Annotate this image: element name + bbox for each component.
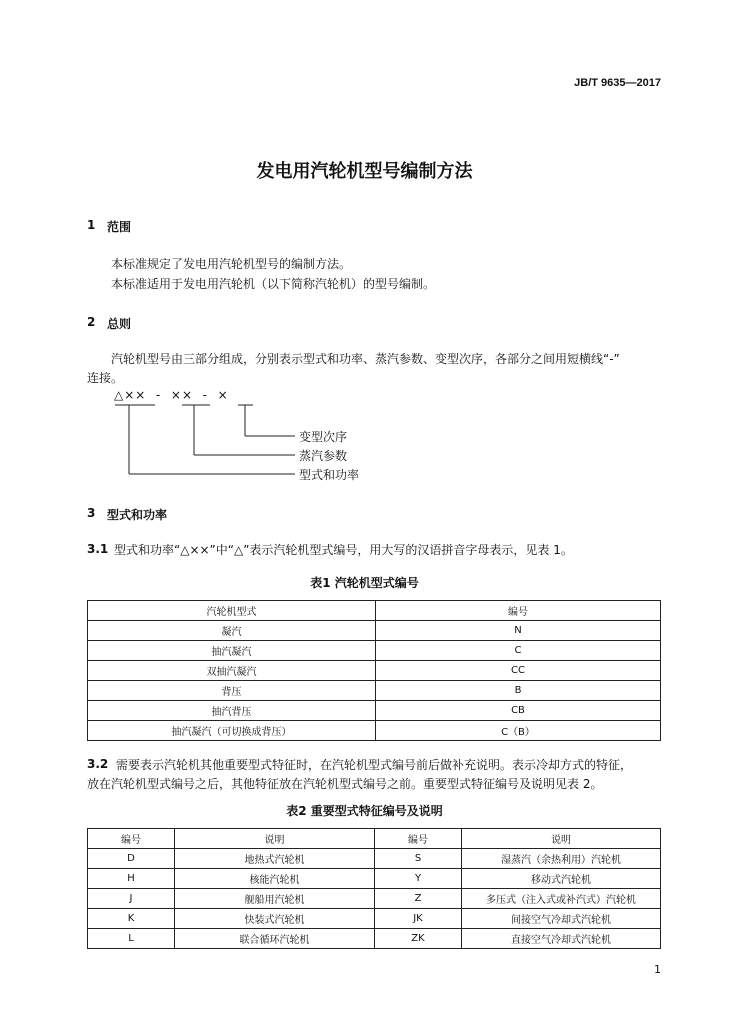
table-row: [88, 721, 661, 741]
section-1-title: 范围: [107, 220, 132, 234]
table-1-cell: CB: [376, 701, 661, 721]
label-steam-parameters: 蒸汽参数: [299, 449, 348, 463]
table-row: [88, 849, 661, 869]
table-2-cell: K: [88, 909, 175, 929]
table-row: [88, 909, 661, 929]
table-2-header-code-1: 编号: [88, 829, 175, 849]
table-1-caption: 表1 汽轮机型式编号: [310, 576, 419, 590]
table-row: [88, 701, 661, 721]
table-1-cell: 凝汽: [88, 621, 376, 641]
table-row: [88, 641, 661, 661]
clause-3-1-number: 3.1: [87, 542, 109, 556]
table-row: [88, 661, 661, 681]
table-2-cell: 核能汽轮机: [175, 869, 375, 889]
clause-3-2-line1: 需要表示汽轮机其他重要型式特征时，在汽轮机型式编号前后做补充说明。表示冷却方式的特征，: [116, 758, 633, 772]
table-2-cell: J: [88, 889, 175, 909]
clause-3-1-text: 型式和功率“△××”中“△”表示汽轮机型式编号，用大写的汉语拼音字母表示，见表 1。: [114, 543, 573, 557]
table-1-cell: C: [376, 641, 661, 661]
section-1-number: 1: [87, 218, 96, 232]
label-type-and-power: 型式和功率: [299, 468, 360, 482]
label-variant-order: 变型次序: [299, 430, 348, 444]
table-2-cell: H: [88, 869, 175, 889]
table-1-cell: 抽汽凝汽: [88, 641, 376, 661]
table-2-cell: Y: [375, 869, 462, 889]
table-1-cell: C（B）: [376, 721, 661, 741]
clause-3-2-line2: 放在汽轮机型式编号之后，其他特征放在汽轮机型式编号之前。重要型式特征编号及说明见表 2。: [87, 777, 603, 791]
table-2-cell: 多压式（注入式或补汽式）汽轮机: [462, 889, 661, 909]
table-2-cell: 舰船用汽轮机: [175, 889, 375, 909]
table-2-header-desc-2: 说明: [462, 829, 661, 849]
table-2: [87, 828, 661, 949]
table-2-header-code-2: 编号: [375, 829, 462, 849]
table-1-cell: N: [376, 621, 661, 641]
section-1-para-1: 本标准规定了发电用汽轮机型号的编制方法。: [111, 257, 352, 271]
section-2-title: 总则: [107, 317, 132, 331]
table-2-cell: S: [375, 849, 462, 869]
table-1: [87, 600, 661, 741]
table-2-caption: 表2 重要型式特征编号及说明: [286, 804, 443, 818]
table-2-cell: 移动式汽轮机: [462, 869, 661, 889]
section-2-number: 2: [87, 315, 96, 329]
table-1-cell: 双抽汽凝汽: [88, 661, 376, 681]
table-2-cell: 直接空气冷却式汽轮机: [462, 929, 661, 949]
section-3-title: 型式和功率: [107, 508, 168, 522]
table-1-cell: 抽汽背压: [88, 701, 376, 721]
document-title: 发电用汽轮机型号编制方法: [256, 161, 473, 182]
table-row: [88, 889, 661, 909]
table-1-cell: 抽汽凝汽（可切换成背压）: [88, 721, 376, 741]
table-2-cell: ZK: [375, 929, 462, 949]
section-2-para-line1: 汽轮机型号由三部分组成，分别表示型式和功率、蒸汽参数、变型次序，各部分之间用短横线“-”: [111, 352, 620, 366]
table-1-cell: 背压: [88, 681, 376, 701]
page-number: 1: [654, 963, 661, 976]
table-row: [88, 869, 661, 889]
table-1-header-row: [88, 601, 661, 621]
model-code-pattern: △×× - ×× - ×: [114, 388, 229, 402]
section-1-para-2: 本标准适用于发电用汽轮机（以下简称汽轮机）的型号编制。: [111, 277, 436, 291]
table-2-cell: Z: [375, 889, 462, 909]
table-row: [88, 621, 661, 641]
standard-code: JB/T 9635—2017: [574, 77, 661, 89]
table-2-cell: D: [88, 849, 175, 869]
table-2-cell: 快装式汽轮机: [175, 909, 375, 929]
table-2-cell: 湿蒸汽（余热利用）汽轮机: [462, 849, 661, 869]
table-2-cell: 地热式汽轮机: [175, 849, 375, 869]
table-2-cell: 间接空气冷却式汽轮机: [462, 909, 661, 929]
table-2-cell: 联合循环汽轮机: [175, 929, 375, 949]
section-2-para-line2: 连接。: [87, 371, 124, 385]
clause-3-2-number: 3.2: [87, 757, 109, 771]
table-2-cell: L: [88, 929, 175, 949]
table-2-cell: JK: [375, 909, 462, 929]
table-row: [88, 681, 661, 701]
table-row: [88, 929, 661, 949]
section-3-number: 3: [87, 506, 96, 520]
table-2-header-desc-1: 说明: [175, 829, 375, 849]
table-2-header-row: [88, 829, 661, 849]
table-1-header-code: 编号: [376, 601, 661, 621]
table-1-cell: B: [376, 681, 661, 701]
table-1-header-type: 汽轮机型式: [88, 601, 376, 621]
table-1-cell: CC: [376, 661, 661, 681]
